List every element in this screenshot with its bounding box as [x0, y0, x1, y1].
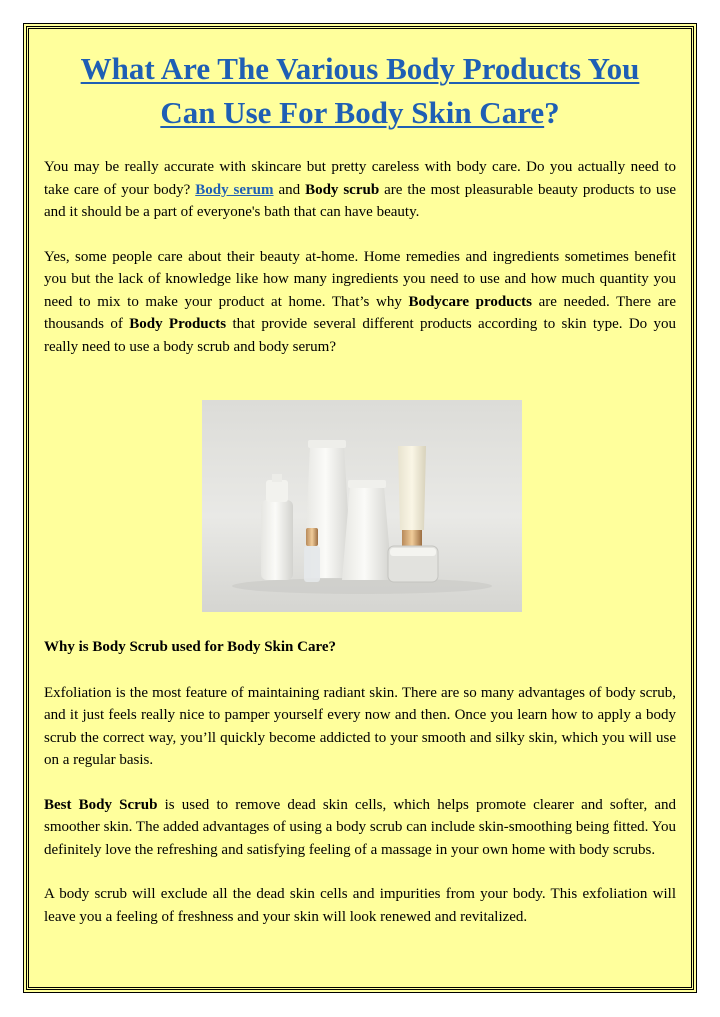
- closing-paragraph: A body scrub will exclude all the dead skin cells and impurities from your body. This exfoliation will leave you a feeling of freshness and your skin will look renewed and revitalized.: [44, 886, 676, 925]
- intro-paragraph: [44, 156, 676, 224]
- body-products-bold: Body Products: [129, 316, 227, 332]
- title-line-2: Can Use For Body Skin Care: [160, 95, 545, 130]
- skincare-bottles-illustration: [202, 400, 522, 612]
- title-line-1: What Are The Various Body Products You: [80, 51, 640, 86]
- exfoliation-paragraph: Exfoliation is the most feature of maintaining radiant skin. There are so many advantages of body scrub, and it just feels really nice to pamper yourself every now and then. Once you learn how to apply a body scrub the correct way, you’ll quickly become addicted to your smooth and silky skin, which you will use on a regular basis.: [44, 684, 676, 768]
- body-scrub-bold: Body scrub: [305, 181, 380, 198]
- intro-and: and: [278, 181, 301, 198]
- section-heading: Why is Body Scrub used for Body Skin Care?: [44, 639, 337, 655]
- body-serum-link[interactable]: Body serum: [195, 181, 274, 198]
- body-text-bottom: [44, 636, 676, 950]
- para4-text: is used to remove dead skin cells, which helps promote clearer and softer, and smoother skin. The added advantages of using a body scrub can include skin-smoothing being fitted. You definitely love the refreshing and satisfying feeling of a massage in your own home with body scrubs.: [44, 796, 677, 858]
- page-title: [43, 47, 677, 135]
- para2-text-2: are needed. There are thousands of: [44, 293, 676, 332]
- intro-text-2: are the most pleasurable beauty products to use and it should be a part of everyone's bath that can have beauty.: [44, 181, 677, 220]
- para2-text-1: Yes, some people care about their beauty at-home. Home remedies and ingredients sometimes benefit you but the lack of knowledge like how many ingredients you need to use and how much quantity you need to mix to make your product at home. That’s why: [44, 248, 676, 310]
- best-body-scrub-paragraph: [44, 794, 676, 862]
- title-question-mark: ?: [544, 95, 560, 130]
- skincare-products-image: [202, 400, 522, 612]
- home-remedies-paragraph: [44, 246, 676, 359]
- intro-text-1: You may be really accurate with skincare but pretty careless with body care. Do you actually need to take care of your body?: [44, 159, 676, 198]
- body-text-top: [44, 156, 676, 380]
- document-page: [26, 26, 694, 990]
- para2-text-3: that provide several different products according to skin type. Do you really need to use a body scrub and body serum?: [44, 316, 677, 355]
- best-body-scrub-bold: Best Body Scrub: [44, 796, 158, 813]
- bodycare-products-bold: Bodycare products: [408, 293, 533, 310]
